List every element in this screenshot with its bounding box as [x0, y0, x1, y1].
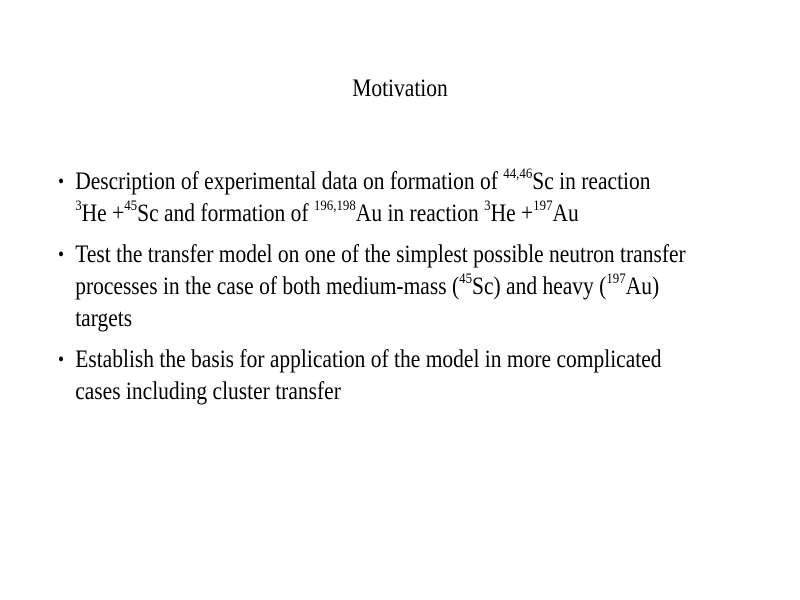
bullet-icon: • — [58, 244, 65, 266]
bullet-text-segment: Au — [552, 200, 579, 227]
isotope-superscript: 197 — [606, 270, 626, 287]
bullet-item-transfer-model-test — [58, 239, 746, 335]
bullet-icon: • — [58, 171, 65, 193]
isotope-superscript: 197 — [533, 197, 553, 214]
isotope-superscript: 45 — [124, 197, 138, 214]
bullet-text-segment: Au) — [625, 273, 660, 300]
bullet-text-segment: Sc and formation of — [137, 200, 314, 227]
isotope-superscript: 44,46 — [503, 165, 533, 182]
isotope-superscript: 196,198 — [313, 197, 356, 214]
slide-title: Motivation — [352, 75, 448, 102]
bullet-text-segment: Sc in reaction — [532, 168, 651, 195]
isotope-superscript: 45 — [459, 270, 473, 287]
bullet-text-segment: processes in the case of both medium-mass ( — [75, 273, 460, 300]
bullet-text-segment: cases including cluster transfer — [75, 378, 341, 405]
isotope-superscript: 3 — [484, 197, 491, 214]
bullet-text-segment: He + — [490, 200, 534, 227]
isotope-superscript: 3 — [75, 197, 82, 214]
bullet-icon: • — [58, 349, 65, 371]
bullet-item-model-basis — [58, 344, 746, 408]
bullet-text-segment: Sc) and heavy ( — [472, 273, 607, 300]
bullet-text-segment: Description of experimental data on formation of — [75, 168, 504, 195]
bullet-text-segment: Establish the basis for application of the model in more complicated — [75, 346, 662, 373]
bullet-text-segment: He + — [81, 200, 125, 227]
bullet-item-data-description — [58, 166, 746, 230]
bullet-text-segment: targets — [75, 305, 133, 332]
bullet-text-segment: Au in reaction — [355, 200, 485, 227]
bullet-list — [58, 166, 746, 417]
bullet-text-segment: Test the transfer model on one of the simplest possible neutron transfer — [75, 241, 686, 268]
